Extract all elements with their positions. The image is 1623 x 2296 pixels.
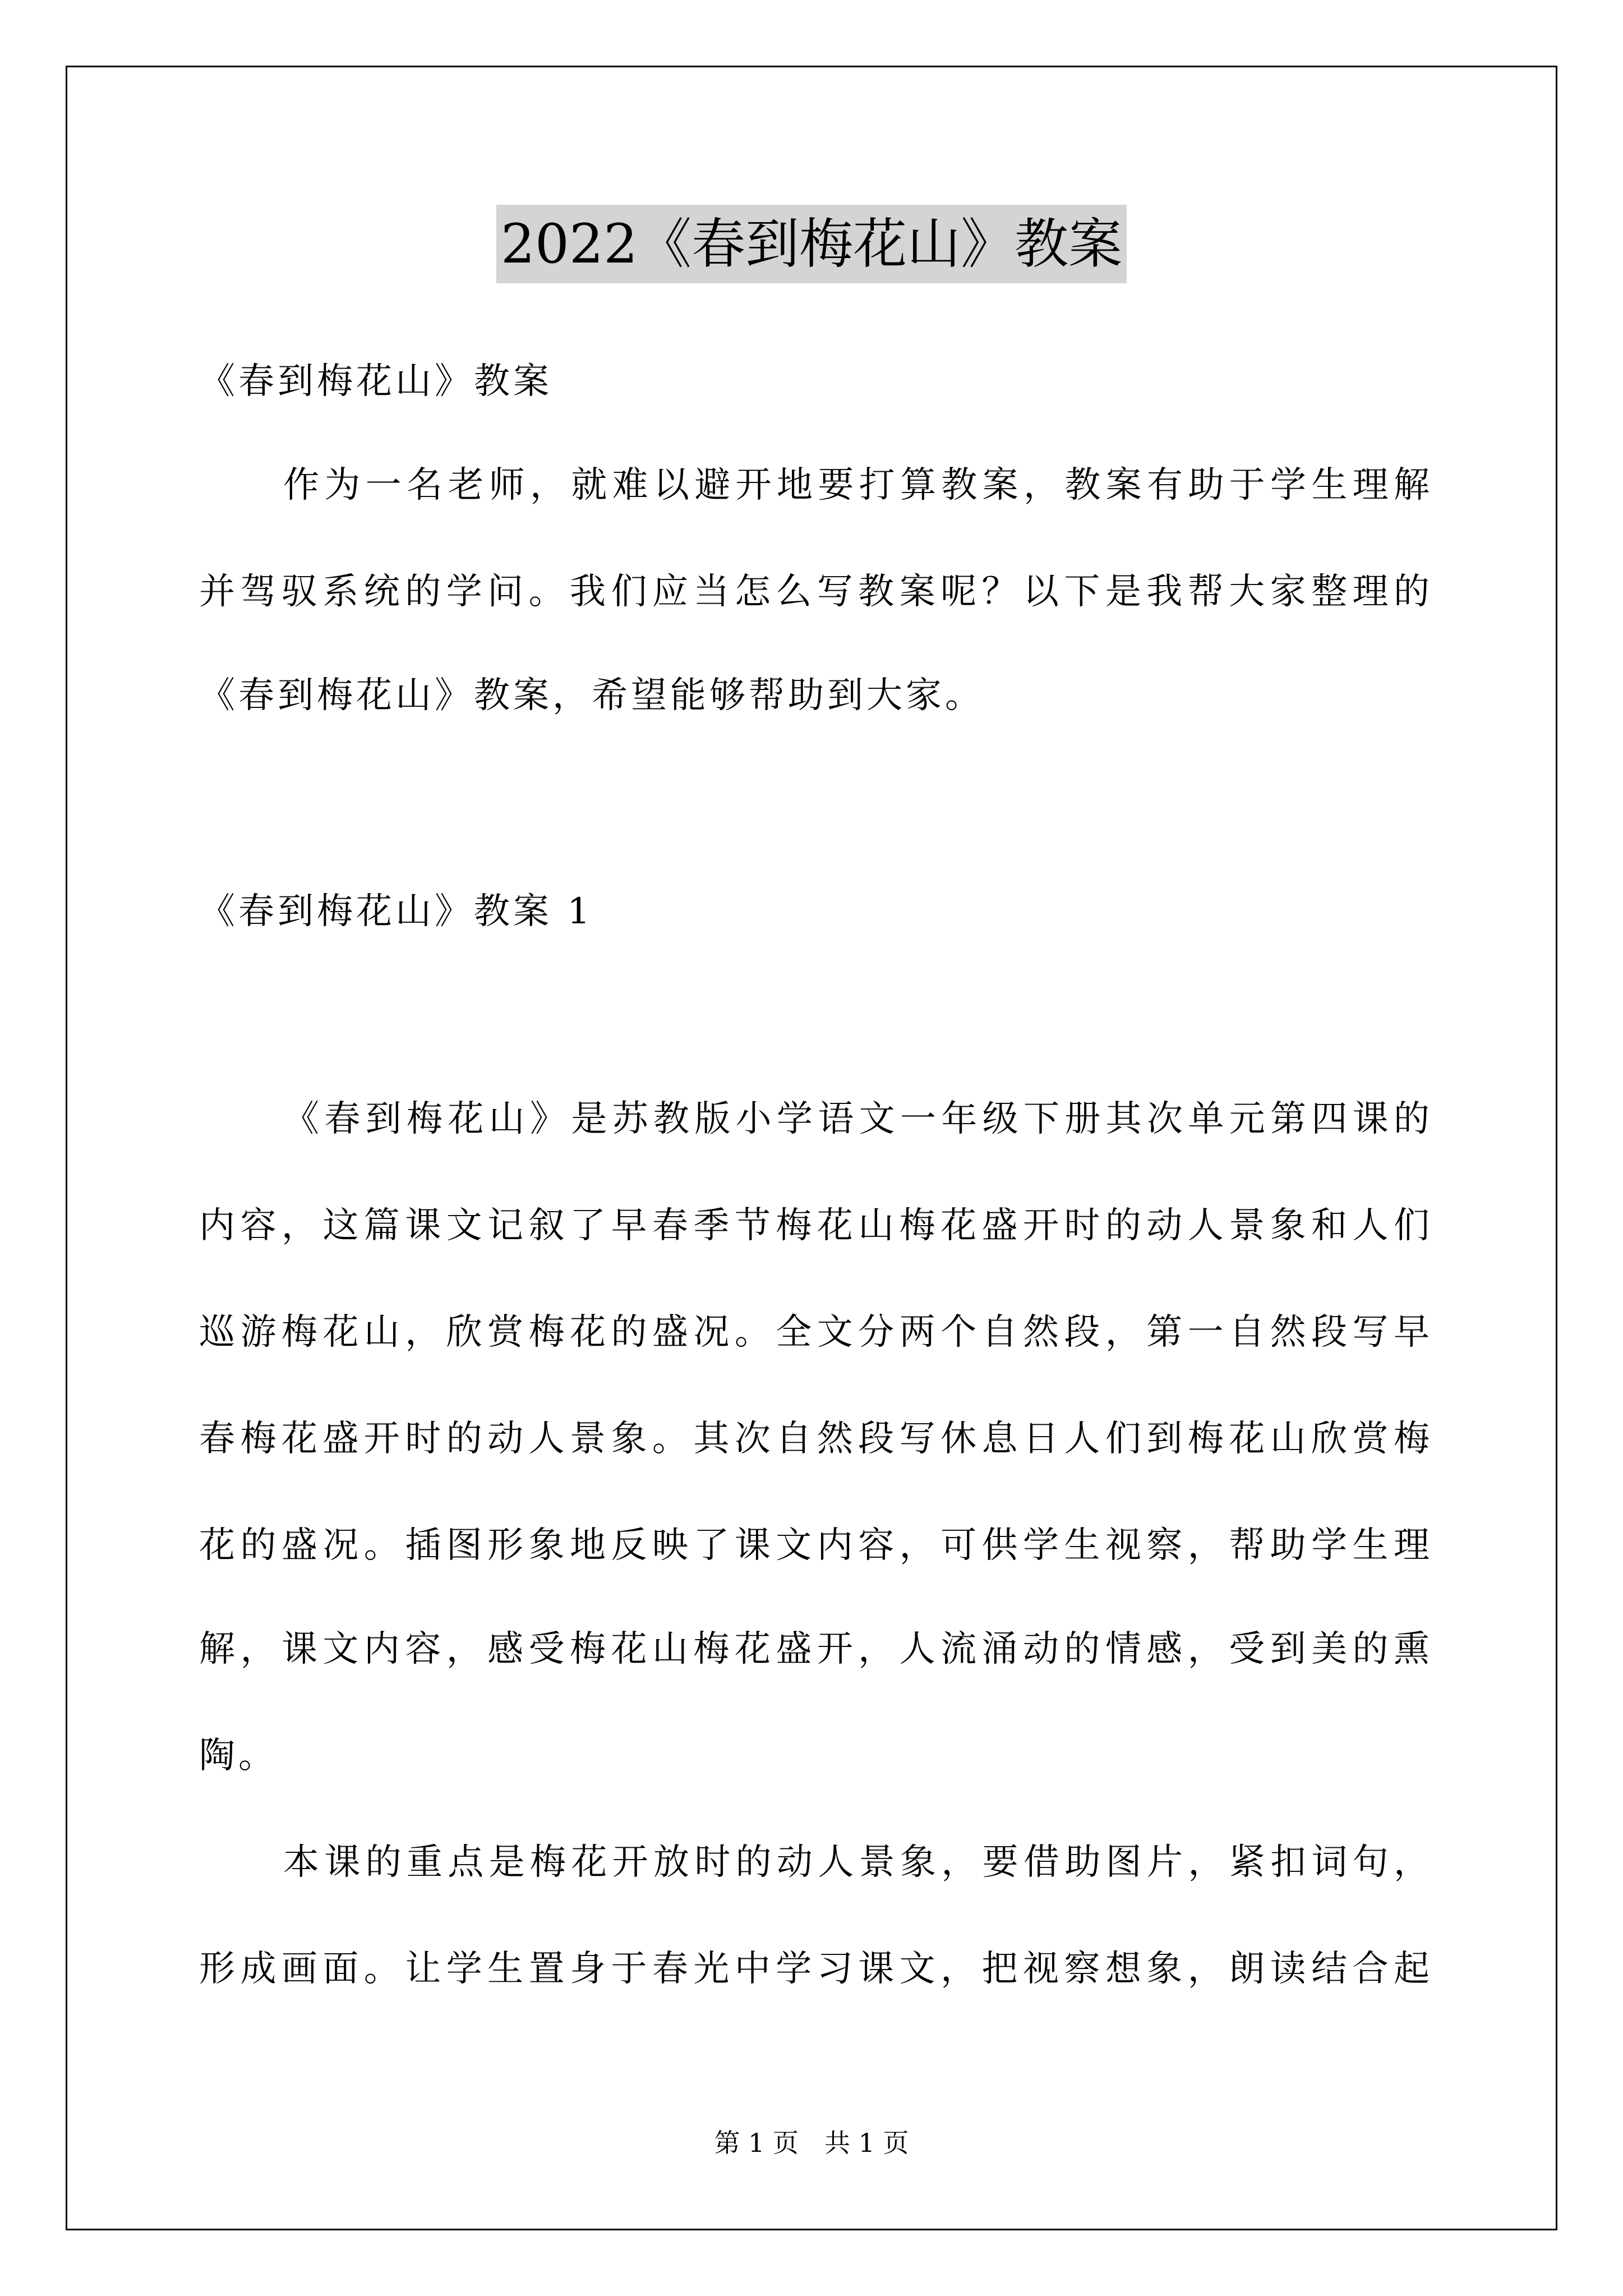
paragraph-line: 《春到梅花山》教案，希望能够帮助到大家。 (199, 675, 984, 716)
title-container (0, 205, 1623, 283)
paragraph-line: 作为一名老师，就难以避开地要打算教案，教案有助于学生理解 (283, 464, 1433, 506)
paragraph-line: 《春到梅花山》是苏教版小学语文一年级下册其次单元第四课的 (283, 1098, 1433, 1140)
document-title: 2022《春到梅花山》教案 (496, 205, 1127, 283)
paragraph-line: 并驾驭系统的学问。我们应当怎么写教案呢？以下是我帮大家整理的 (199, 571, 1433, 613)
paragraph-line: 解，课文内容，感受梅花山梅花盛开，人流涌动的情感，受到美的熏 (199, 1628, 1433, 1670)
paragraph-line: 巡游梅花山，欣赏梅花的盛况。全文分两个自然段，第一自然段写早 (199, 1312, 1433, 1353)
paragraph-line: 本课的重点是梅花开放时的动人景象，要借助图片，紧扣词句， (283, 1842, 1433, 1883)
paragraph-line: 内容，这篇课文记叙了早春季节梅花山梅花盛开时的动人景象和人们 (199, 1205, 1433, 1246)
section-heading: 《春到梅花山》教案 1 (199, 891, 594, 932)
paragraph-line: 陶。 (199, 1735, 278, 1777)
paragraph-line: 形成画面。让学生置身于春光中学习课文，把视察想象，朗读结合起 (199, 1948, 1433, 1990)
section-heading: 《春到梅花山》教案 (199, 361, 552, 402)
paragraph-line: 春梅花盛开时的动人景象。其次自然段写休息日人们到梅花山欣赏梅 (199, 1418, 1433, 1460)
page-footer: 第 1 页 共 1 页 (714, 2128, 909, 2158)
paragraph-line: 花的盛况。插图形象地反映了课文内容，可供学生视察，帮助学生理 (199, 1525, 1433, 1566)
